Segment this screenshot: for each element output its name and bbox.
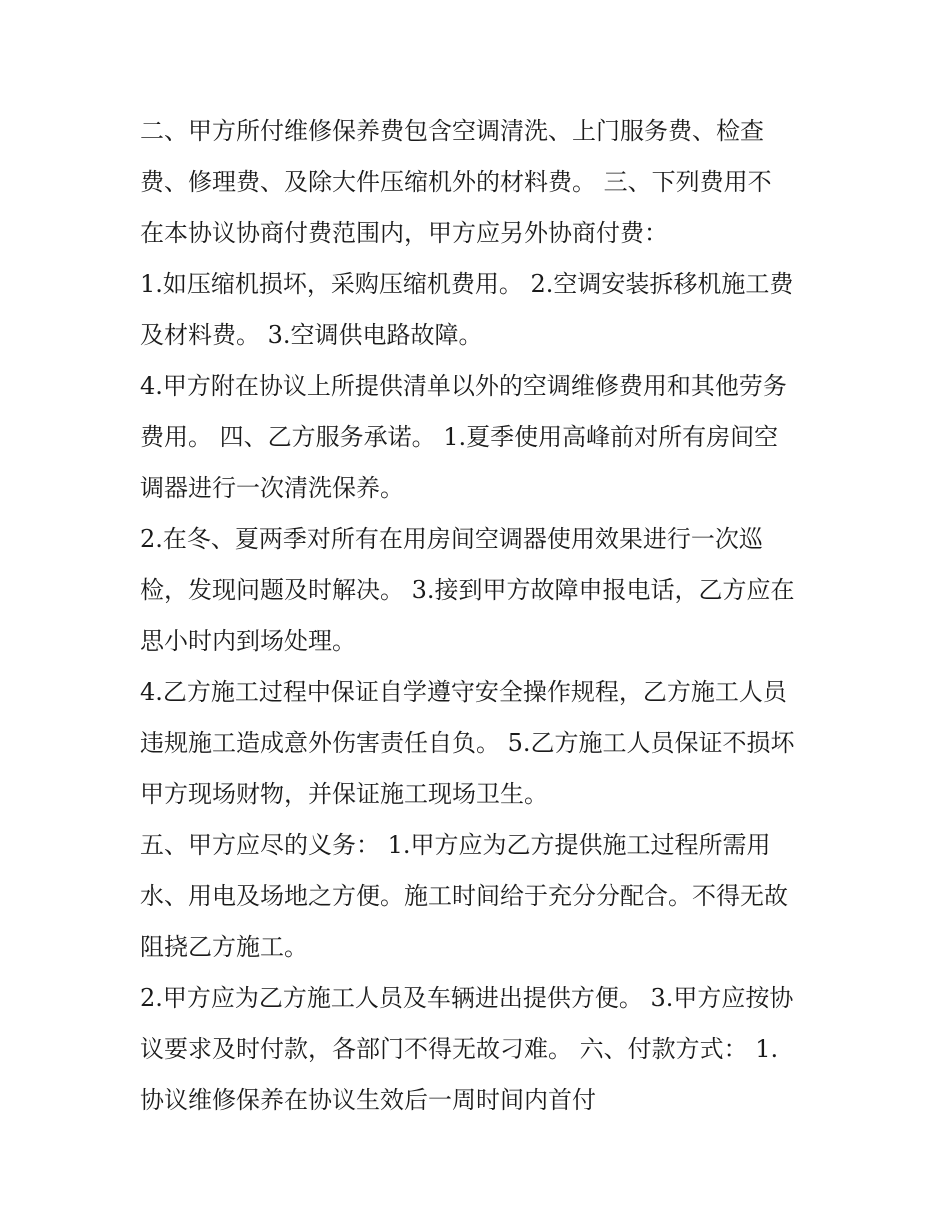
text-line: 4.乙方施工过程中保证自学遵守安全操作规程，乙方施工人员 <box>140 678 787 706</box>
text-line: 五、甲方应尽的义务： 1.甲方应为乙方提供施工过程所需用 <box>140 831 771 859</box>
text-line: 议要求及时付款，各部门不得无故刁难。 六、付款方式： 1. <box>140 1035 779 1063</box>
text-line: 阻挠乙方施工。 <box>140 933 308 961</box>
text-line: 二、甲方所付维修保养费包含空调清洗、上门服务费、检查 <box>140 117 764 145</box>
text-line: 违规施工造成意外伤害责任自负。 5.乙方施工人员保证不损坏 <box>140 729 795 757</box>
text-line: 费、修理费、及除大件压缩机外的材料费。 三、下列费用不 <box>140 168 772 196</box>
text-line: 调器进行一次清洗保养。 <box>140 474 404 502</box>
text-line: 1.如压缩机损坏，采购压缩机费用。 2.空调安装拆移机施工费 <box>140 270 794 298</box>
text-line: 甲方现场财物，并保证施工现场卫生。 <box>140 780 548 808</box>
text-line: 4.甲方附在协议上所提供清单以外的空调维修费用和其他劳务 <box>140 372 787 400</box>
document-body <box>140 106 812 1126</box>
text-line: 及材料费。 3.空调供电路故障。 <box>140 321 483 349</box>
text-line: 2.在冬、夏两季对所有在用房间空调器使用效果进行一次巡 <box>140 525 763 553</box>
text-line: 水、用电及场地之方便。施工时间给于充分分配合。不得无故 <box>140 882 788 910</box>
text-line: 检，发现问题及时解决。 3.接到甲方故障申报电话，乙方应在 <box>140 576 795 604</box>
text-line: 思小时内到场处理。 <box>140 627 356 655</box>
text-line: 费用。 四、乙方服务承诺。 1.夏季使用高峰前对所有房间空 <box>140 423 779 451</box>
text-line: 协议维修保养在协议生效后一周时间内首付 <box>140 1086 596 1114</box>
text-line: 在本协议协商付费范围内，甲方应另外协商付费： <box>140 219 668 247</box>
text-line: 2.甲方应为乙方施工人员及车辆进出提供方便。 3.甲方应按协 <box>140 984 794 1012</box>
